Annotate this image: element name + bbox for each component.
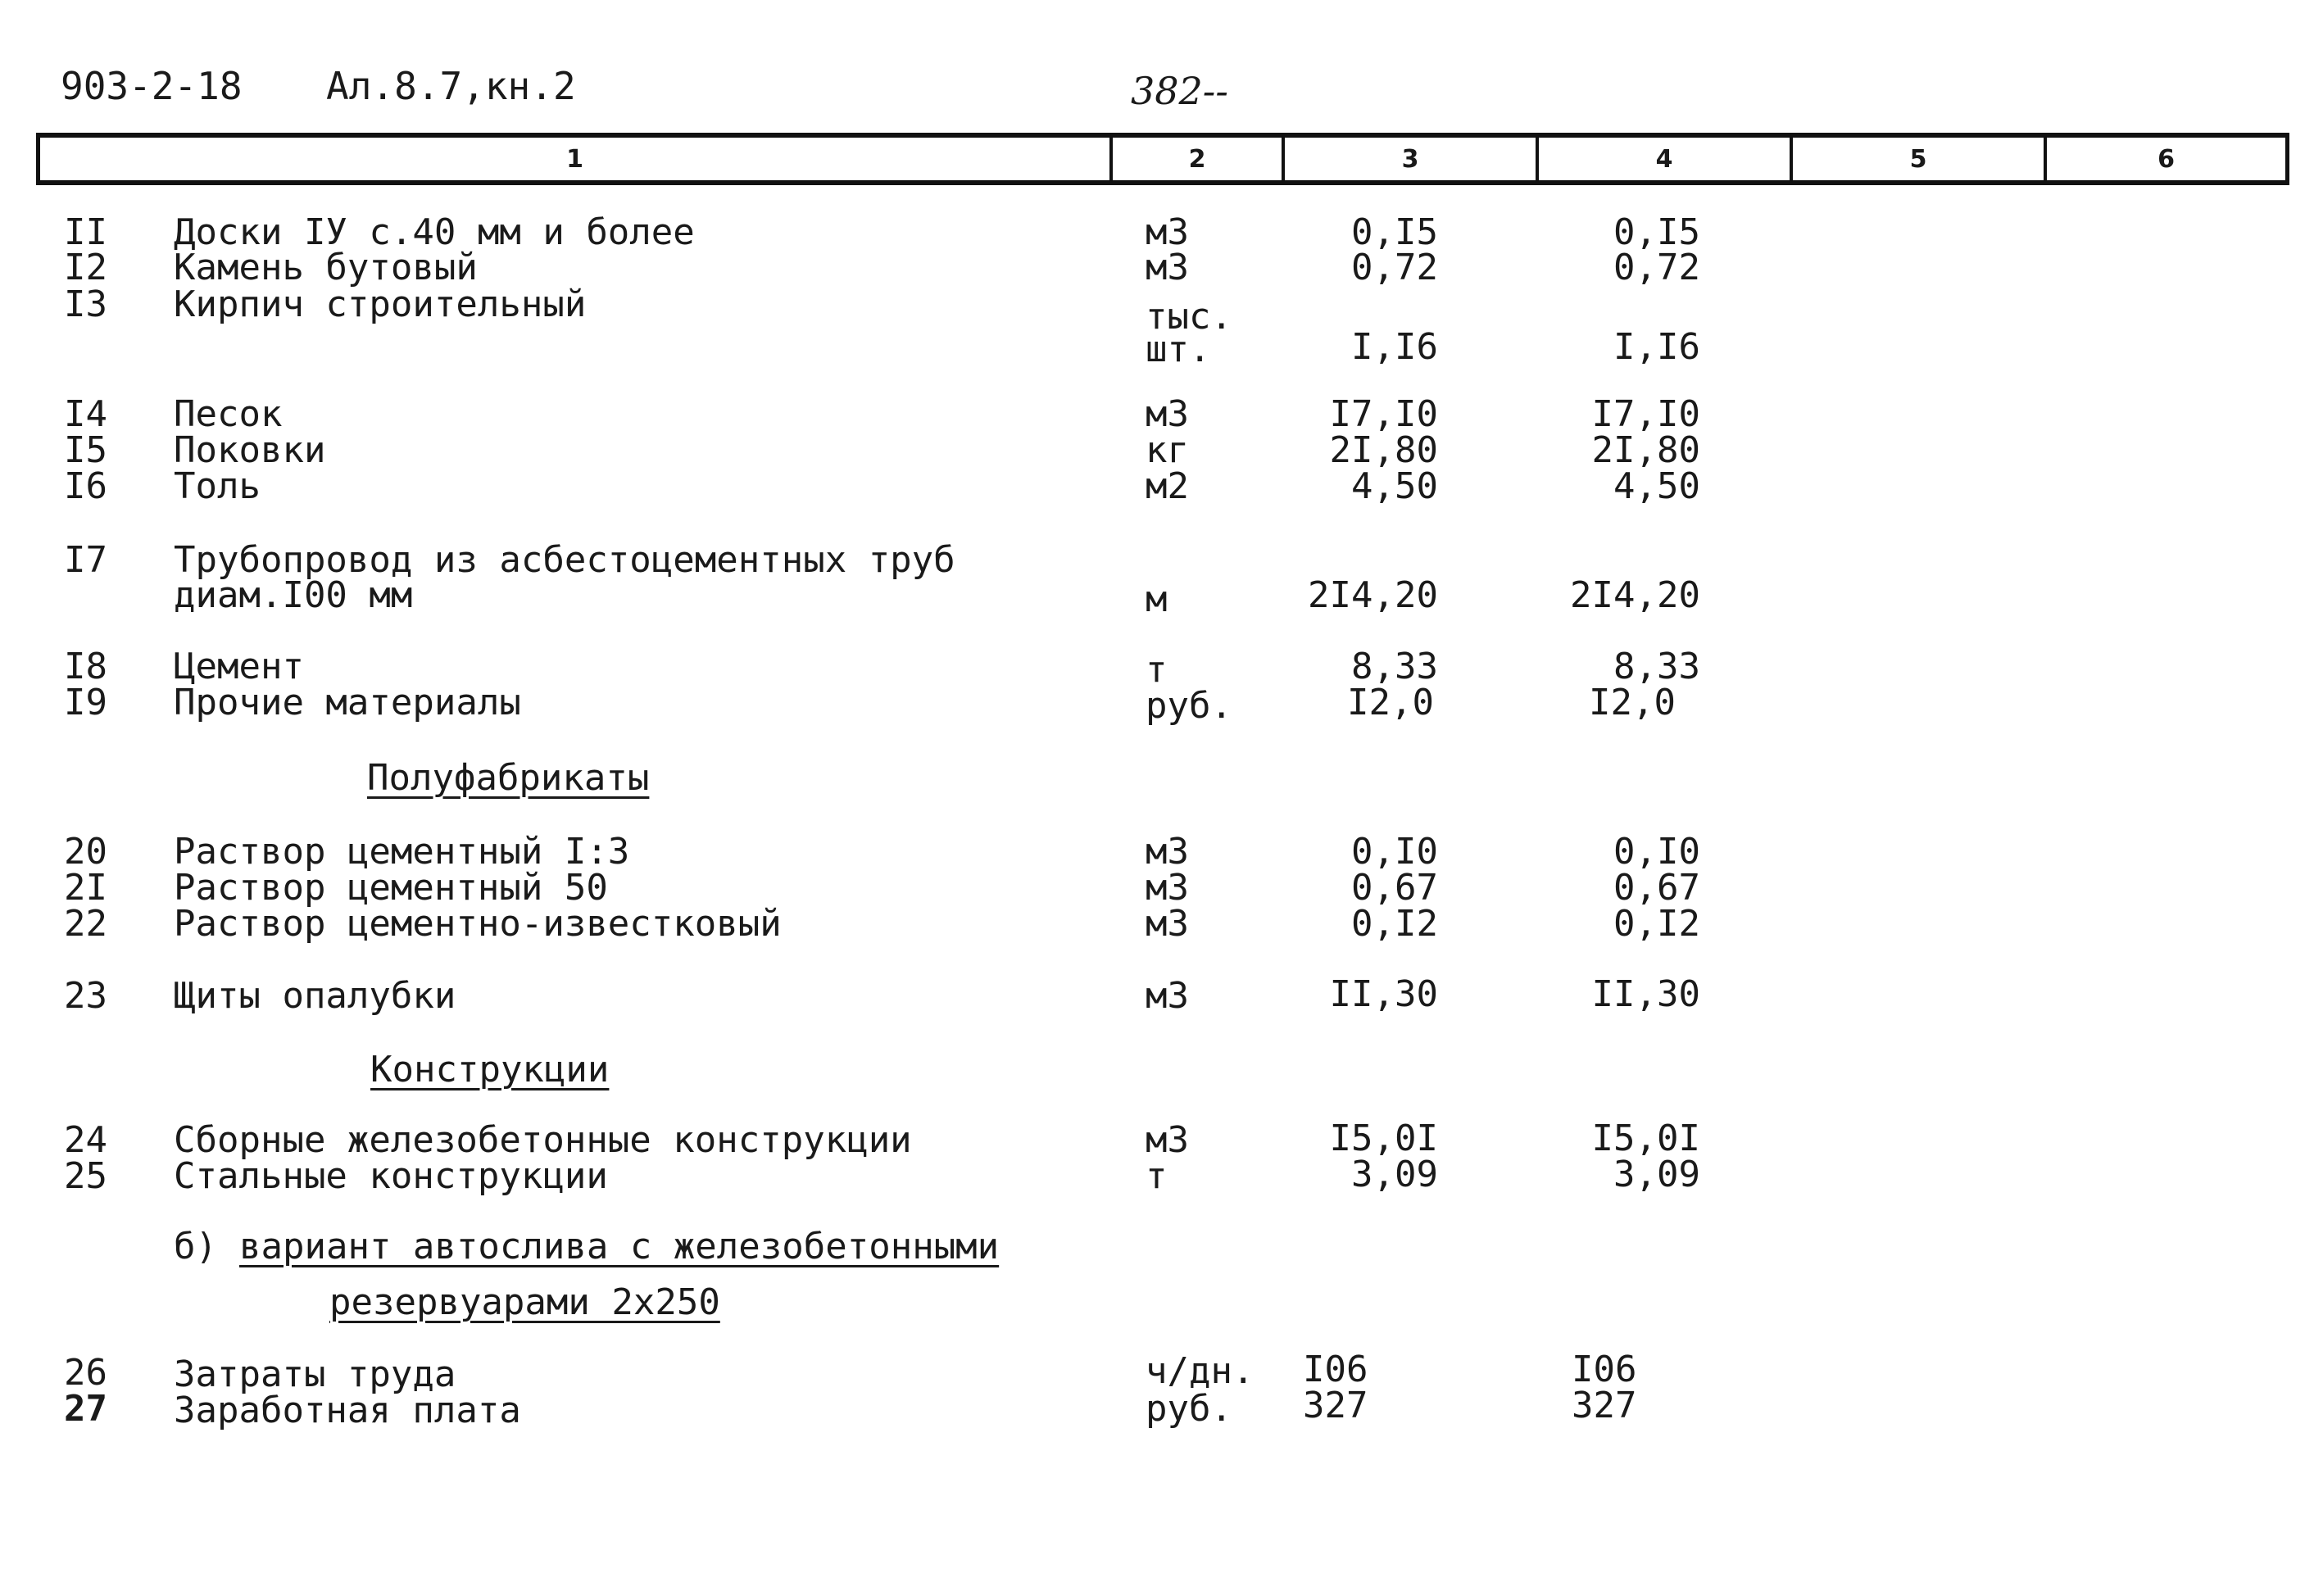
column-header-6: 6 [2044, 138, 2285, 180]
row-unit: м3 [1146, 831, 1189, 873]
row-name: Заработная плата [174, 1390, 521, 1431]
row-name: Кирпич строительный [174, 283, 587, 325]
row-unit: м3 [1146, 867, 1189, 909]
row-name-line2: диам.I00 мм [174, 574, 413, 616]
row-col3: 327 [1303, 1385, 1368, 1426]
row-col3: 8,33 [1351, 646, 1438, 687]
row-name: Доски IУ с.40 мм и более [174, 211, 695, 253]
row-unit: ч/дн. [1146, 1350, 1255, 1392]
section-heading-constructions: Конструкции [370, 1049, 610, 1090]
row-col3: I2,0 [1347, 682, 1434, 723]
row-col4: 3,09 [1613, 1154, 1700, 1195]
row-col4: 0,I2 [1613, 903, 1700, 945]
row-name: Раствор цементный 50 [174, 867, 608, 909]
row-name: Раствор цементный I:3 [174, 831, 630, 873]
row-col3: 0,67 [1351, 867, 1438, 909]
row-unit: м3 [1146, 211, 1189, 253]
row-col3: I06 [1303, 1349, 1368, 1390]
row-number: I2 [64, 247, 107, 288]
column-header-2: 2 [1109, 138, 1282, 180]
row-col3: I,I6 [1351, 326, 1438, 368]
row-number: 26 [64, 1352, 107, 1394]
row-number: 22 [64, 903, 107, 945]
row-col3: 0,I5 [1351, 211, 1438, 253]
row-number: 20 [64, 831, 107, 873]
row-col3: 2I,80 [1329, 429, 1438, 471]
row-col3: 0,I2 [1351, 903, 1438, 945]
row-unit: м [1146, 578, 1168, 620]
row-unit: м3 [1146, 247, 1189, 288]
row-unit: руб. [1146, 1388, 1232, 1430]
row-number: II [64, 211, 107, 253]
row-number: 25 [64, 1155, 107, 1197]
row-name: Раствор цементно-известковый [174, 903, 782, 945]
row-name: Щиты опалубки [174, 975, 456, 1017]
row-name: Сборные железобетонные конструкции [174, 1119, 912, 1161]
row-number: I7 [64, 539, 107, 581]
page-number: 382-- [1131, 69, 1228, 113]
row-number: I4 [64, 393, 107, 435]
row-unit: м3 [1146, 903, 1189, 945]
row-col4: 0,72 [1613, 247, 1700, 288]
row-unit: т [1146, 1155, 1168, 1197]
row-unit: м3 [1146, 975, 1189, 1017]
row-col4: I06 [1572, 1349, 1637, 1390]
variant-heading-line1: вариант автослива с железобетонными [239, 1226, 1000, 1267]
row-col4: I2,0 [1589, 682, 1676, 723]
row-number: 27 [64, 1388, 107, 1430]
row-name: Трубопровод из асбестоцементных труб [174, 539, 955, 581]
row-col3: 2I4,20 [1308, 574, 1438, 616]
row-unit-line2: шт. [1146, 329, 1211, 370]
doc-code: 903-2-18 [61, 64, 243, 108]
row-name: Толь [174, 465, 261, 507]
row-col3: 0,I0 [1351, 831, 1438, 873]
section-heading-semi-products: Полуфабрикаты [367, 757, 650, 799]
row-name: Цемент [174, 646, 304, 687]
column-header-1: 1 [566, 144, 583, 174]
row-col4: 327 [1572, 1385, 1637, 1426]
row-number: 24 [64, 1119, 107, 1161]
column-header-3: 3 [1282, 138, 1536, 180]
row-number: 23 [64, 975, 107, 1017]
row-number: I6 [64, 465, 107, 507]
row-col4: 0,67 [1613, 867, 1700, 909]
row-name: Поковки [174, 429, 326, 471]
row-col4: I5,0I [1591, 1118, 1700, 1159]
variant-heading-line2: резервуарами 2х250 [329, 1281, 720, 1323]
row-col4: 0,I0 [1613, 831, 1700, 873]
row-col4: II,30 [1591, 973, 1700, 1015]
row-col4: 2I4,20 [1570, 574, 1700, 616]
row-unit: м3 [1146, 393, 1189, 435]
row-col3: I5,0I [1329, 1118, 1438, 1159]
album-reference: Ал.8.7,кн.2 [326, 64, 576, 108]
row-number: I3 [64, 283, 107, 325]
row-number: I8 [64, 646, 107, 687]
row-unit: м2 [1146, 465, 1189, 507]
column-header-4: 4 [1536, 138, 1790, 180]
row-col3: 3,09 [1351, 1154, 1438, 1195]
row-col3: I7,I0 [1329, 393, 1438, 435]
row-name: Прочие материалы [174, 682, 521, 723]
row-col3: II,30 [1329, 973, 1438, 1015]
row-name: Затраты труда [174, 1353, 456, 1395]
row-number: I5 [64, 429, 107, 471]
variant-prefix: б) [174, 1226, 217, 1267]
row-number: I9 [64, 682, 107, 723]
row-unit: м3 [1146, 1119, 1189, 1161]
column-header-5: 5 [1790, 138, 2044, 180]
row-col3: 4,50 [1351, 465, 1438, 507]
row-unit: т [1146, 649, 1168, 691]
row-name: Стальные конструкции [174, 1155, 608, 1197]
row-col4: 8,33 [1613, 646, 1700, 687]
row-name: Камень бутовый [174, 247, 478, 288]
row-col4: I,I6 [1613, 326, 1700, 368]
row-col4: 0,I5 [1613, 211, 1700, 253]
column-header-bar [36, 133, 2289, 185]
row-unit: кг [1146, 429, 1189, 471]
row-unit: руб. [1146, 685, 1232, 727]
row-name: Песок [174, 393, 283, 435]
row-col4: 2I,80 [1591, 429, 1700, 471]
row-col4: 4,50 [1613, 465, 1700, 507]
row-number: 2I [64, 867, 107, 909]
row-col4: I7,I0 [1591, 393, 1700, 435]
row-unit: тыс. [1146, 296, 1232, 338]
row-col3: 0,72 [1351, 247, 1438, 288]
